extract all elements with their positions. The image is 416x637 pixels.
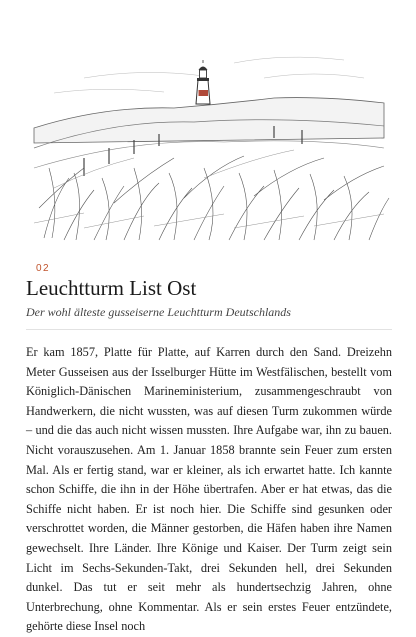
chapter-subtitle: Der wohl älteste gusseiserne Leuchtturm Deutschlands (26, 305, 291, 319)
chapter-title: Leuchtturm List Ost (26, 276, 197, 300)
chapter-number: 02 (36, 263, 51, 274)
lighthouse-dunes-illustration (24, 8, 394, 246)
chapter-body-text: Er kam 1857, Platte für Platte, auf Karren durch den Sand. Dreizehn Meter Gusseisen aus der Isselburger Hütte im Westfälischen, bestellt vom Königlich-Dänischen Marineministerium, zusammengeschraubt von Handwerkern, die nicht wussten, was auf diesen Turm zukommen würde – und die das auch nicht wissen mussten. Ihre Aufgabe war, ihn zu bauen. Nicht vorauszusehen. Am 1. Januar 1858 brannte sein Feuer zum ersten Mal. Als er fertig stand, war er kleiner, als ich erwartet hatte. Ich kannte schon Schiffe, die ihn in der Höhe übertrafen. Aber er hat etwas, das die Schiffe nicht haben. Er ist noch hier. Die Schiffe sind gesunken oder verschrottet worden, die Männer gestorben, die Häfen haben ihre Namen gewechselt. Ihre Länder. Ihre Könige und Kaiser. Der Turm zeigt sein Licht im Sechs-Sekunden-Takt, drei Sekunden hell, drei Sekunden dunkel. Das tut er seit mehr als hundertsechzig Jahren, ohne Unterbrechung, ohne Kommentar. Als er sein erstes Feuer entzündete, gehörte diese Insel noch (26, 345, 392, 634)
divider (26, 329, 392, 330)
lighthouse-icon (196, 60, 210, 104)
